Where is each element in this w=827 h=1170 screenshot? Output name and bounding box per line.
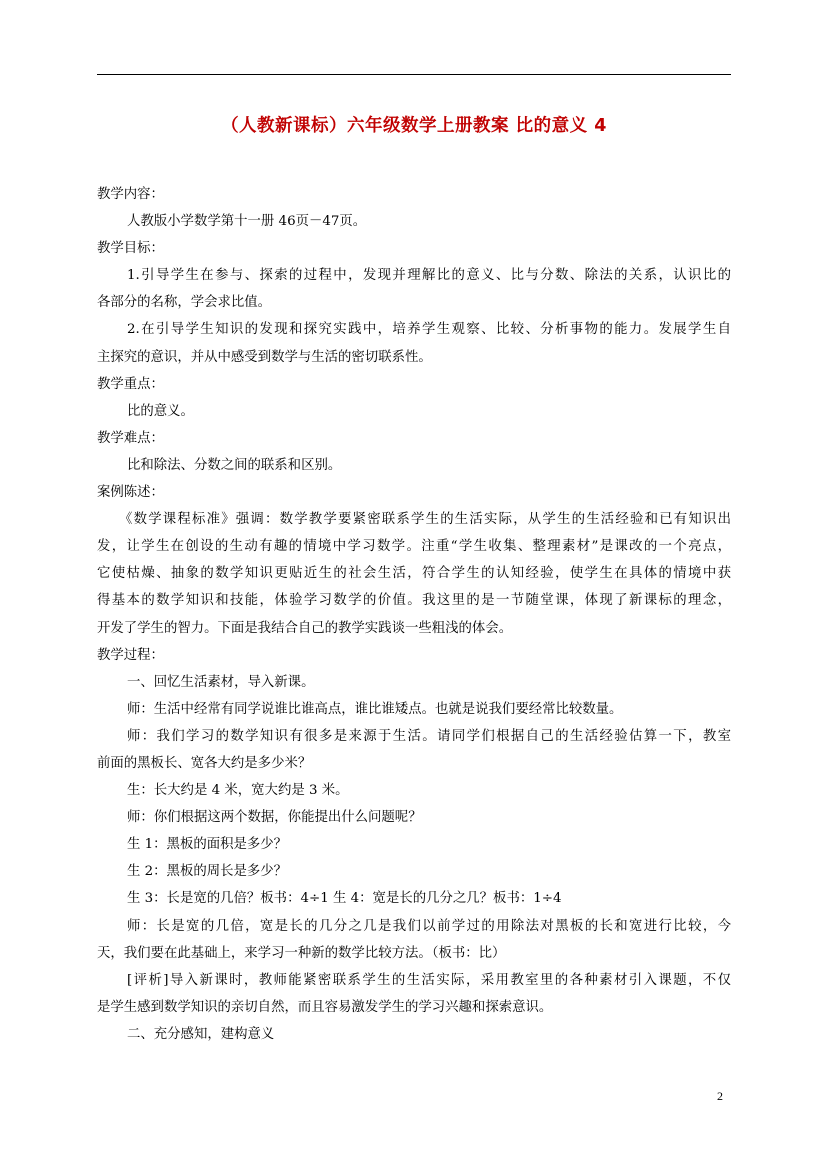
text-line: 生 1：黑板的面积是多少？ xyxy=(127,837,288,853)
text-line: 二、充分感知，建构意义 xyxy=(127,1026,275,1042)
text-line: 它使枯燥、抽象的数学知识更贴近生的社会生活，符合学生的认知经验，使学生在具体的情境中获 xyxy=(97,566,731,582)
text-line: 各部分的名称，学会求比值。 xyxy=(97,295,272,311)
text-line: 教学目标： xyxy=(97,241,164,257)
text-line: 开发了学生的智力。下面是我结合自己的教学实践谈一些粗浅的体会。 xyxy=(97,620,513,636)
text-line: 2.在引导学生知识的发现和探究实践中，培养学生观察、比较、分析事物的能力。发展学生自 xyxy=(127,322,731,338)
text-line: 案例陈述： xyxy=(97,485,164,501)
text-line: 生：长大约是 4 米，宽大约是 3 米。 xyxy=(127,783,349,799)
text-line: 一、回忆生活素材，导入新课。 xyxy=(127,674,315,690)
text-line: [评析]导入新课时，教师能紧密联系学生的生活实际，采用教室里的各种素材引入课题，不仅 xyxy=(127,972,731,988)
text-line: 师：生活中经常有同学说谁比谁高点，谁比谁矮点。也就是说我们要经常比较数量。 xyxy=(127,701,623,717)
text-line: 师：我们学习的数学知识有很多是来源于生活。请同学们根据自己的生活经验估算一下，教室 xyxy=(127,728,731,744)
text-line: 前面的黑板长、宽各大约是多少米？ xyxy=(97,755,312,771)
document-body xyxy=(97,181,731,1048)
text-line: 教学重点： xyxy=(97,376,164,392)
document-title: （人教新课标）六年级数学上册教案 比的意义 4 xyxy=(221,116,607,136)
text-line: 主探究的意识，并从中感受到数学与生活的密切联系性。 xyxy=(97,349,432,365)
text-line: 教学过程： xyxy=(97,647,164,663)
text-line: 生 3：长是宽的几倍？板书：4÷1 生 4：宽是长的几分之几？板书：1÷4 xyxy=(127,891,562,907)
text-line: 教学难点： xyxy=(97,430,164,446)
text-line: 比的意义。 xyxy=(127,403,194,419)
text-line: 天，我们要在此基础上，来学习一种新的数学比较方法。（板书：比） xyxy=(97,945,506,961)
text-line: 得基本的数学知识和技能，体验学习数学的价值。我这里的是一节随堂课，体现了新课标的理念， xyxy=(97,593,731,609)
text-line: 生 2：黑板的周长是多少？ xyxy=(127,864,288,880)
text-line: 师：长是宽的几倍，宽是长的几分之几是我们以前学过的用除法对黑板的长和宽进行比较，今 xyxy=(127,918,731,934)
text-line: 是学生感到数学知识的亲切自然，而且容易激发学生的学习兴趣和探索意识。 xyxy=(97,999,553,1015)
text-line: 《数学课程标准》强调：数学教学要紧密联系学生的生活实际，从学生的生活经验和已有知识出 xyxy=(119,512,731,528)
page-number: 2 xyxy=(717,1089,723,1103)
text-line: 师：你们根据这两个数据，你能提出什么问题呢？ xyxy=(127,810,422,826)
text-line: 人教版小学数学第十一册 46页－47页。 xyxy=(127,214,367,230)
text-line: 比和除法、分数之间的联系和区别。 xyxy=(127,457,342,473)
text-line: 1.引导学生在参与、探索的过程中，发现并理解比的意义、比与分数、除法的关系，认识比的 xyxy=(127,268,731,284)
header-rule xyxy=(97,74,731,75)
text-line: 发，让学生在创设的生动有趣的情境中学习数学。注重“学生收集、整理素材”是课改的一个亮点， xyxy=(97,539,731,555)
text-line: 教学内容： xyxy=(97,187,164,202)
